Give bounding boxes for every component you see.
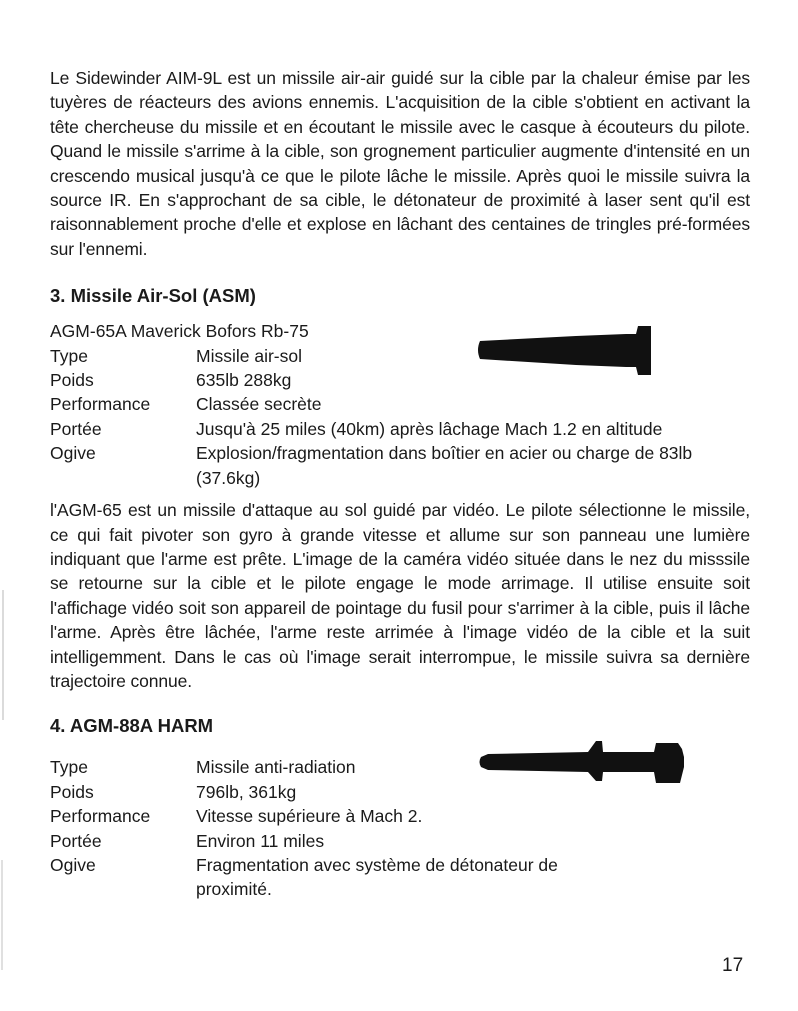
spec-value: 796lb, 361kg <box>196 781 297 802</box>
page-number: 17 <box>722 955 744 976</box>
spec-row <box>50 829 750 853</box>
maverick-designation: AGM-65A Maverick Bofors Rb-75 <box>50 321 309 342</box>
spec-value: Explosion/fragmentation dans boîtier en acier ou charge de 83lb (37.6kg) <box>196 443 693 488</box>
spec-label: Type <box>50 345 88 366</box>
spec-label: Ogive <box>50 854 96 875</box>
maverick-spec-block <box>50 319 750 490</box>
scan-edge-mark <box>2 590 4 720</box>
maverick-missile-silhouette <box>476 321 652 379</box>
spec-label: Poids <box>50 370 94 391</box>
spec-label: Portée <box>50 418 102 439</box>
maverick-paragraph: l'AGM-65 est un missile d'attaque au sol guidé par vidéo. Le pilote sélectionne le missile, ce qui fait pivoter son gyro à grande vitesse et allume sur son panneau une lumière indiquant que l'arme est prête. L'image de la caméra vidéo située dans le nez du misssile se retourne sur la cible et le pilote engage le mode arrimage. Il utilise ensuite soit l'affichage vidéo soit son appareil de pointage du fusil pour s'arrimer à la cible, puis il lâche l'arme. Après être lâchée, l'arme reste arrimée à l'image vidéo de la cible et la suit intelligemment. Dans le cas où l'image serait interrompue, le missile suivra sa dernière trajectoire connue. <box>50 500 750 691</box>
spec-label: Poids <box>50 781 94 802</box>
section-3-heading: 3. Missile Air-Sol (ASM) <box>50 285 256 307</box>
spec-value: Jusqu'à 25 miles (40km) après lâchage Mach 1.2 en altitude <box>196 418 663 439</box>
spec-value: Vitesse supérieure à Mach 2. <box>196 806 423 827</box>
spec-label: Portée <box>50 830 102 851</box>
spec-value: Missile anti-radiation <box>196 757 356 778</box>
spec-row <box>50 417 750 441</box>
spec-row <box>50 392 750 416</box>
spec-row <box>50 804 750 828</box>
document-page <box>50 66 750 902</box>
spec-value: Classée secrète <box>196 394 322 415</box>
section-4-heading: 4. AGM-88A HARM <box>50 715 214 737</box>
spec-value: Environ 11 miles <box>196 830 325 851</box>
harm-spec-block <box>50 755 750 901</box>
spec-label: Performance <box>50 394 151 415</box>
spec-row <box>50 441 750 490</box>
spec-row <box>50 853 750 902</box>
spec-value: Missile air-sol <box>196 345 302 366</box>
spec-label: Ogive <box>50 443 96 464</box>
scan-edge-mark <box>1 860 3 970</box>
spec-label: Performance <box>50 806 151 827</box>
harm-missile-silhouette <box>478 735 688 789</box>
spec-label: Type <box>50 757 88 778</box>
sidewinder-paragraph: Le Sidewinder AIM-9L est un missile air-air guidé sur la cible par la chaleur émise par les tuyères de réacteurs des avions ennemis. L'acquisition de la cible s'obtient en activant la tête chercheuse du missile et en écoutant le missile avec le casque à écouteurs du pilote. Quand le missile s'arrime à la cible, son grognement particulier augmente d'intensité en un crescendo musical jusqu'à ce que le pilote lâche le missile. Après quoi le missile suivra la source IR. En s'approchant de sa cible, le détonateur de proximité à laser sent qu'il est raisonnablement proche d'elle et explose en lâchant des centaines de tringles pré-formées sur l'ennemi. <box>50 68 750 259</box>
spec-value: Fragmentation avec système de détonateur de proximité. <box>196 854 558 900</box>
spec-value: 635lb 288kg <box>196 370 292 391</box>
